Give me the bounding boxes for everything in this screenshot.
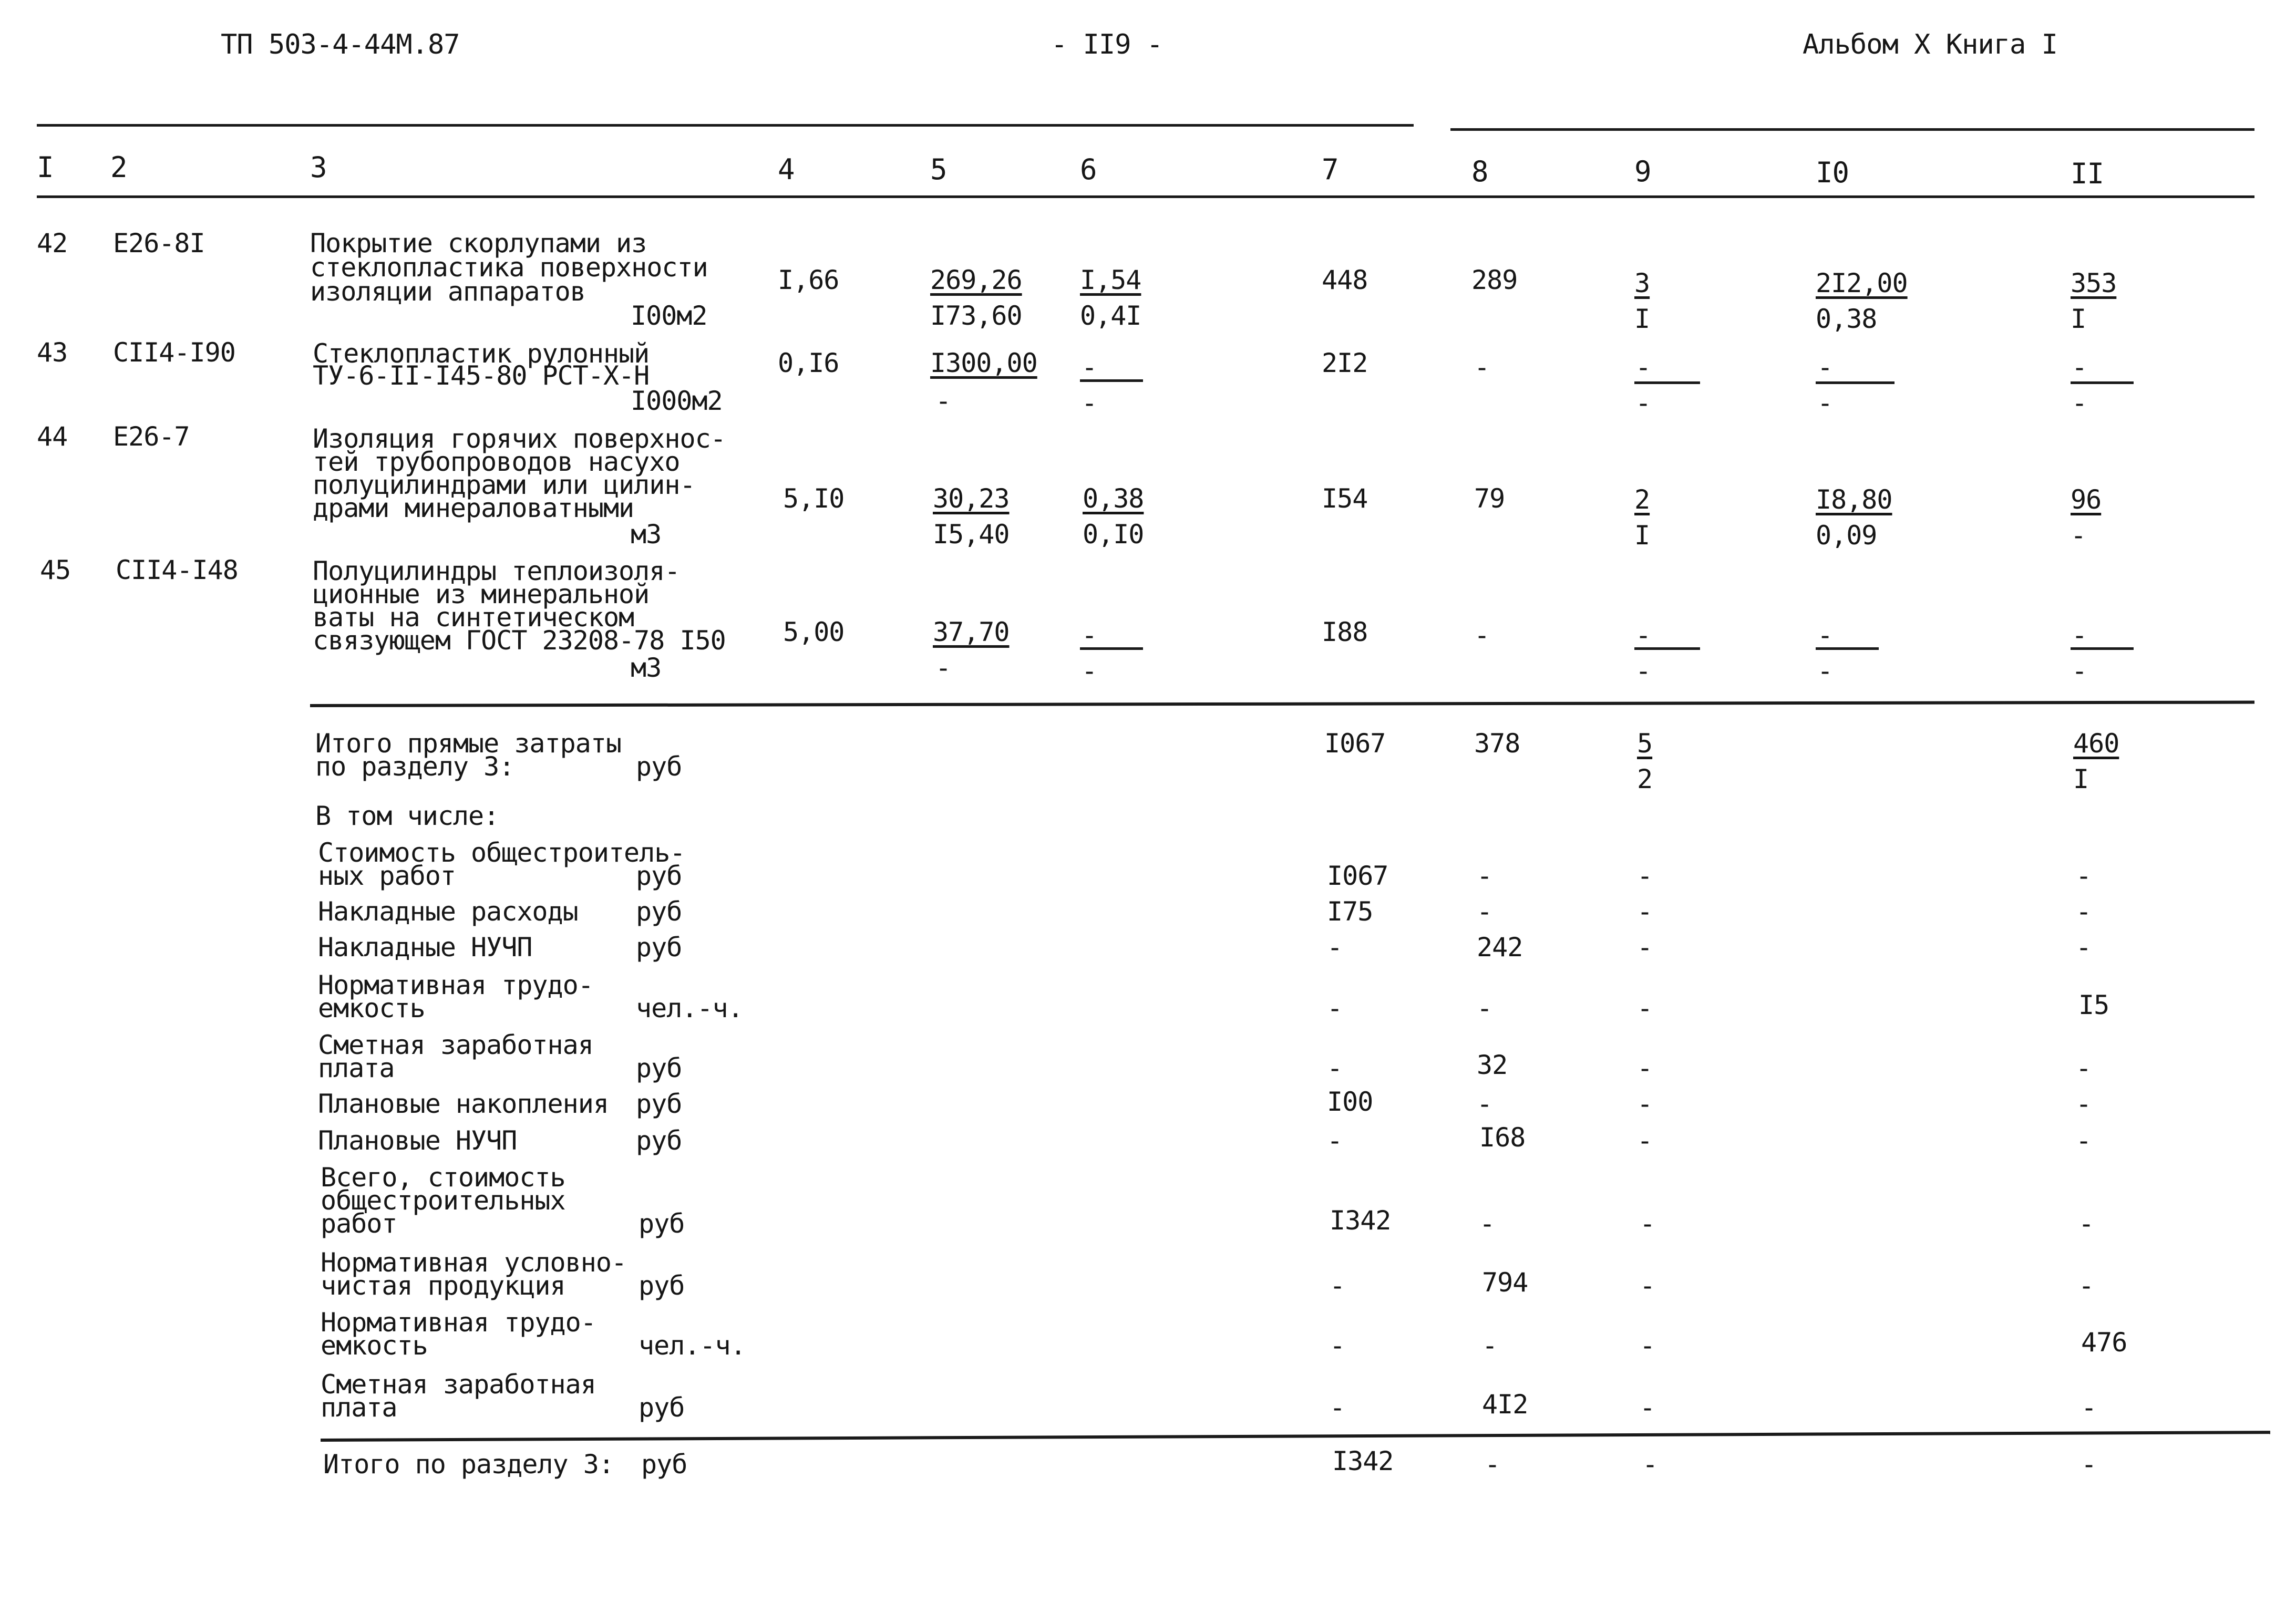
row-c6-bottom: 0,4I xyxy=(1080,301,1141,331)
section-total-label: Итого по разделу 3: xyxy=(323,1449,614,1480)
summary-c8: - xyxy=(1477,993,1492,1023)
row-c10-bottom: - xyxy=(1817,656,1833,686)
totals-rule xyxy=(321,1431,2270,1442)
section-total-c9: - xyxy=(1642,1449,1658,1480)
summary-c11: I5 xyxy=(2078,990,2109,1020)
row-c11-top: - xyxy=(2072,352,2087,382)
row-c9-bottom: - xyxy=(1635,388,1651,418)
summary-c9: - xyxy=(1637,861,1653,891)
col-5-header: 5 xyxy=(930,153,947,186)
row-c6-top: 0,38 xyxy=(1083,483,1144,514)
direct-total-c7: I067 xyxy=(1324,728,1386,759)
summary-label-line: Стоимость общестроитель- xyxy=(318,837,685,868)
summary-label-line: Нормативная условно- xyxy=(321,1247,627,1278)
direct-total-label-line: по разделу 3: xyxy=(315,751,514,782)
summary-c9: - xyxy=(1637,1125,1653,1156)
row-c8: - xyxy=(1474,352,1490,382)
summary-c11: - xyxy=(2076,861,2092,891)
page-number: - II9 - xyxy=(1051,29,1163,60)
section-total-unit: руб xyxy=(641,1449,687,1480)
direct-total-c11-bottom: I xyxy=(2073,764,2089,794)
top-rule-left xyxy=(37,124,1414,127)
row-c5-bottom: - xyxy=(935,653,951,683)
row-c7: 448 xyxy=(1322,265,1368,295)
row-c9-bottom: I xyxy=(1634,520,1650,551)
direct-total-label-line: Итого прямые затраты xyxy=(315,728,622,759)
row-c8: 289 xyxy=(1471,265,1518,295)
row-c11-bottom: - xyxy=(2072,656,2087,686)
row-c9-top: 2 xyxy=(1634,484,1650,515)
row-c7: I88 xyxy=(1322,617,1368,647)
row-c6-top: I,54 xyxy=(1080,265,1141,295)
row-desc-line: тей трубопроводов насухо xyxy=(313,447,680,477)
summary-label-line: Плановые накопления xyxy=(318,1089,609,1119)
direct-total-c11-top: 460 xyxy=(2073,728,2119,759)
direct-total-c9-bottom: 2 xyxy=(1637,764,1653,794)
row-number: 42 xyxy=(37,228,68,259)
summary-c7: - xyxy=(1327,1125,1343,1156)
row-unit: м3 xyxy=(631,519,662,550)
summary-c9: - xyxy=(1637,932,1653,963)
doc-code: ТП 503-4-44М.87 xyxy=(221,29,460,60)
row-c11-bottom: - xyxy=(2071,520,2086,551)
summary-c9: - xyxy=(1637,1053,1653,1083)
row-c8: 79 xyxy=(1474,483,1505,514)
summary-label-line: Накладные НУЧП xyxy=(318,932,532,963)
summary-label-line: Нормативная трудо- xyxy=(321,1307,596,1338)
summary-c9: - xyxy=(1637,993,1653,1023)
summary-unit: руб xyxy=(636,861,682,891)
summary-c7: I75 xyxy=(1327,896,1373,927)
row-c5-top: 30,23 xyxy=(933,483,1010,514)
row-code: Е26-8I xyxy=(113,228,205,259)
row-c11-bottom: - xyxy=(2072,388,2087,418)
summary-label-line: плата xyxy=(318,1053,395,1083)
row-desc-line: драми минераловатными xyxy=(313,493,634,523)
summary-label-line: Плановые НУЧП xyxy=(318,1125,517,1156)
col-10-header: I0 xyxy=(1816,156,1849,189)
summary-unit: руб xyxy=(636,1053,682,1083)
summary-unit: руб xyxy=(639,1208,685,1239)
top-rule-right xyxy=(1450,128,2254,131)
row-desc-line: стеклопластика поверхности xyxy=(310,252,708,283)
summary-label-line: Сметная заработная xyxy=(318,1030,593,1060)
summary-c11: - xyxy=(2076,1053,2092,1083)
summary-c8: 4I2 xyxy=(1482,1389,1528,1420)
summary-c11: - xyxy=(2078,1270,2094,1301)
summary-label-line: ных работ xyxy=(318,861,456,891)
row-number: 44 xyxy=(37,421,68,452)
summary-unit: чел.-ч. xyxy=(636,993,743,1023)
album-label: Альбом X Книга I xyxy=(1803,29,2057,60)
summary-label-line: Всего, стоимость xyxy=(321,1162,565,1193)
summary-c11: - xyxy=(2076,896,2092,927)
row-c9-top: - xyxy=(1635,620,1651,650)
row-desc-line: изоляции аппаратов xyxy=(310,276,585,307)
summary-unit: руб xyxy=(639,1270,685,1301)
summary-c9: - xyxy=(1637,1089,1653,1119)
summary-c7: - xyxy=(1330,1330,1345,1361)
summary-c8: - xyxy=(1477,861,1492,891)
summary-c7: - xyxy=(1327,1053,1343,1083)
col-9-header: 9 xyxy=(1634,155,1651,188)
summary-c8: 32 xyxy=(1477,1050,1508,1080)
row-c10-top: - xyxy=(1817,620,1833,650)
row-c5-top: I300,00 xyxy=(930,348,1037,378)
summary-label-line: общестроительных xyxy=(321,1185,565,1216)
section-total-c7: I342 xyxy=(1332,1446,1394,1476)
summary-c7: - xyxy=(1330,1270,1345,1301)
summary-unit: чел.-ч. xyxy=(639,1330,746,1361)
col-6-header: 6 xyxy=(1080,153,1097,186)
row-desc-line: полуцилиндрами или цилин- xyxy=(313,470,695,500)
row-c6-bottom: - xyxy=(1082,388,1097,418)
row-desc-line: Стеклопластик рулонный xyxy=(313,338,650,369)
row-code: СII4-I48 xyxy=(116,555,238,585)
summary-c9: - xyxy=(1640,1330,1655,1361)
row-c10-top: - xyxy=(1817,352,1833,382)
row-quantity: 5,00 xyxy=(783,617,845,647)
summary-label-line: работ xyxy=(321,1208,397,1239)
col-2-header: 2 xyxy=(110,151,127,184)
row-code: СII4-I90 xyxy=(113,337,235,368)
summary-c8: 794 xyxy=(1482,1267,1528,1298)
row-desc-line: Изоляция горячих поверхнос- xyxy=(313,423,726,454)
summary-c11: - xyxy=(2078,1208,2094,1239)
row-c5-top: 269,26 xyxy=(930,265,1022,295)
row-c11-top: - xyxy=(2072,620,2087,650)
row-quantity: I,66 xyxy=(778,265,839,295)
row-c9-top: 3 xyxy=(1634,268,1650,298)
row-unit: I000м2 xyxy=(631,386,723,416)
row-c9-bottom: I xyxy=(1634,304,1650,334)
summary-c7: I342 xyxy=(1330,1205,1391,1236)
summary-c7: - xyxy=(1327,932,1343,963)
summary-c7: - xyxy=(1327,993,1343,1023)
summary-label-line: емкость xyxy=(321,1330,428,1361)
row-c5-top: 37,70 xyxy=(933,617,1010,647)
summary-label-line: Сметная заработная xyxy=(321,1369,596,1400)
col-11-header: II xyxy=(2071,157,2104,190)
section-total-c8: - xyxy=(1485,1449,1500,1480)
summary-unit: руб xyxy=(639,1392,685,1423)
summary-c9: - xyxy=(1640,1392,1655,1423)
row-c10-top: I8,80 xyxy=(1816,484,1892,515)
row-desc-line: Полуцилиндры теплоизоля- xyxy=(313,556,680,586)
direct-total-c8: 378 xyxy=(1474,728,1520,759)
row-number: 45 xyxy=(40,555,71,585)
row-unit: м3 xyxy=(631,653,662,683)
row-unit: I00м2 xyxy=(631,301,707,331)
row-c9-top: - xyxy=(1635,352,1651,382)
col-8-header: 8 xyxy=(1471,155,1488,188)
summary-unit: руб xyxy=(636,1089,682,1119)
row-desc-line: ционные из минеральной xyxy=(313,579,650,609)
row-c10-bottom: - xyxy=(1817,388,1833,418)
summary-label-line: емкость xyxy=(318,993,425,1023)
summary-c8: I68 xyxy=(1479,1122,1526,1153)
row-c9-bottom: - xyxy=(1635,656,1651,686)
summary-label-line: Накладные расходы xyxy=(318,896,578,927)
col-4-header: 4 xyxy=(778,153,795,186)
summary-unit: руб xyxy=(636,932,682,963)
row-desc-line: ваты на синтетическом xyxy=(313,602,634,633)
summary-c7: I00 xyxy=(1327,1087,1373,1117)
summary-c8: - xyxy=(1477,1089,1492,1119)
summary-c8: 242 xyxy=(1477,932,1523,963)
summary-c11: - xyxy=(2081,1392,2097,1423)
summary-label-line: чистая продукция xyxy=(321,1270,565,1301)
direct-total-unit: руб xyxy=(636,751,682,782)
summary-c9: - xyxy=(1637,896,1653,927)
row-c10-top: 2I2,00 xyxy=(1816,268,1908,298)
row-quantity: 5,I0 xyxy=(783,483,845,514)
summary-c8: - xyxy=(1479,1208,1495,1239)
col-1-header: I xyxy=(37,151,54,184)
col-7-header: 7 xyxy=(1322,153,1339,186)
section-total-c11: - xyxy=(2081,1449,2097,1480)
summary-label-line: плата xyxy=(321,1392,397,1423)
summary-c7: - xyxy=(1330,1392,1345,1423)
row-number: 43 xyxy=(37,337,68,368)
summary-unit: руб xyxy=(636,1125,682,1156)
row-c5-bottom: I73,60 xyxy=(930,301,1022,331)
row-quantity: 0,I6 xyxy=(778,348,839,378)
row-c6-top: - xyxy=(1082,352,1097,382)
summary-c11: - xyxy=(2076,1125,2092,1156)
row-code: Е26-7 xyxy=(113,421,190,452)
summary-c9: - xyxy=(1640,1208,1655,1239)
summary-c7: I067 xyxy=(1327,861,1388,891)
row-c11-top: 96 xyxy=(2071,484,2102,515)
row-desc-line: Покрытие скорлупами из xyxy=(310,228,647,259)
summary-c11: 476 xyxy=(2081,1327,2127,1358)
including-heading: В том числе: xyxy=(315,801,499,831)
summary-unit: руб xyxy=(636,896,682,927)
row-desc-line: ТУ-6-II-I45-80 РСТ-Х-Н xyxy=(313,360,650,391)
row-c8: - xyxy=(1474,620,1490,650)
row-c5-bottom: - xyxy=(935,386,951,416)
row-c7: I54 xyxy=(1322,483,1368,514)
summary-c8: - xyxy=(1482,1330,1498,1361)
summary-c11: - xyxy=(2076,932,2092,963)
row-c6-bottom: 0,I0 xyxy=(1083,519,1144,550)
row-c7: 2I2 xyxy=(1322,348,1368,378)
row-desc-line: связующем ГОСТ 23208-78 I50 xyxy=(313,625,726,656)
row-c10-bottom: 0,38 xyxy=(1816,304,1877,334)
summary-c8: - xyxy=(1477,896,1492,927)
row-c6-top: - xyxy=(1082,620,1097,650)
row-c5-bottom: I5,40 xyxy=(933,519,1010,550)
header-bottom-rule xyxy=(37,195,2254,198)
row-c11-top: 353 xyxy=(2071,268,2117,298)
summary-c11: - xyxy=(2076,1089,2092,1119)
row-c6-bottom: - xyxy=(1082,656,1097,686)
direct-total-c9-top: 5 xyxy=(1637,728,1653,759)
summary-label-line: Нормативная трудо- xyxy=(318,970,593,1000)
section-rule xyxy=(310,701,2254,707)
summary-c9: - xyxy=(1640,1270,1655,1301)
row-c10-bottom: 0,09 xyxy=(1816,520,1877,551)
col-3-header: 3 xyxy=(310,151,327,184)
row-c11-bottom: I xyxy=(2071,304,2086,334)
